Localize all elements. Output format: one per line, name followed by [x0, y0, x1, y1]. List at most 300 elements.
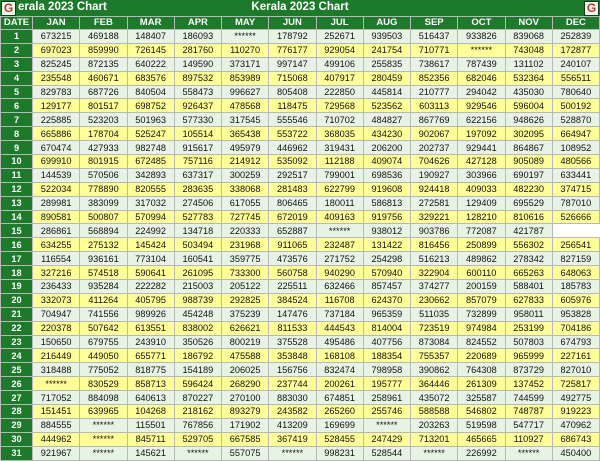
result-cell: 469188 — [80, 30, 127, 44]
result-cell: 525247 — [127, 127, 174, 141]
result-cell: ****** — [80, 446, 127, 460]
result-cell: 553722 — [269, 127, 316, 141]
result-cell: 507803 — [505, 335, 552, 349]
result-cell: 200261 — [316, 377, 363, 391]
result-cell: 492775 — [552, 391, 599, 405]
result-cell: 445814 — [363, 85, 410, 99]
result-cell: 237744 — [269, 377, 316, 391]
result-cell: 884098 — [80, 391, 127, 405]
result-cell: 270100 — [222, 391, 269, 405]
result-cell: 240107 — [552, 57, 599, 71]
result-cell: 667585 — [222, 432, 269, 446]
result-cell: 465665 — [458, 432, 505, 446]
day-cell: 13 — [1, 196, 33, 210]
result-cell: 225885 — [33, 113, 80, 127]
day-cell: 28 — [1, 405, 33, 419]
result-cell: 281483 — [269, 182, 316, 196]
result-cell: 281760 — [174, 43, 221, 57]
result-cell: 903786 — [411, 224, 458, 238]
result-cell: 840504 — [127, 85, 174, 99]
result-cell: 989926 — [127, 307, 174, 321]
result-cell: ****** — [80, 418, 127, 432]
result-cell: 218162 — [174, 405, 221, 419]
result-cell: 250899 — [458, 238, 505, 252]
result-cell: ****** — [316, 224, 363, 238]
result-cell: 232487 — [316, 238, 363, 252]
result-cell: 507642 — [80, 321, 127, 335]
result-cell: 292825 — [222, 293, 269, 307]
day-cell: 3 — [1, 57, 33, 71]
result-cell: 202737 — [411, 141, 458, 155]
result-cell: 405795 — [127, 293, 174, 307]
result-cell: 603113 — [411, 99, 458, 113]
result-cell: 134718 — [174, 224, 221, 238]
result-cell: 215003 — [174, 280, 221, 294]
result-cell: 116554 — [33, 252, 80, 266]
result-cell: 929054 — [316, 43, 363, 57]
result-cell: 672485 — [127, 155, 174, 169]
result-cell: 519598 — [458, 418, 505, 432]
result-cell: 280459 — [363, 71, 410, 85]
result-cell: 652887 — [269, 224, 316, 238]
result-cell: 235548 — [33, 71, 80, 85]
result-cell: 710702 — [316, 113, 363, 127]
result-cell: 329221 — [411, 210, 458, 224]
result-cell: 148407 — [127, 30, 174, 44]
result-cell: 407756 — [363, 335, 410, 349]
column-header-jun: JUN — [269, 17, 316, 30]
result-cell: 261095 — [174, 266, 221, 280]
result-cell: 434230 — [363, 127, 410, 141]
result-cell: 449050 — [80, 349, 127, 363]
result-cell: 873084 — [411, 335, 458, 349]
result-cell: 613551 — [127, 321, 174, 335]
result-cell: 776177 — [269, 43, 316, 57]
table-row — [1, 377, 600, 391]
result-cell: 958011 — [505, 307, 552, 321]
day-cell: 7 — [1, 113, 33, 127]
result-cell: 110270 — [222, 43, 269, 57]
result-cell: 926437 — [174, 99, 221, 113]
result-cell: 227161 — [552, 349, 599, 363]
result-cell: 454248 — [174, 307, 221, 321]
column-header-oct: OCT — [458, 17, 505, 30]
result-cell: 872135 — [80, 57, 127, 71]
result-cell: 375528 — [269, 335, 316, 349]
table-row — [1, 432, 600, 446]
day-cell: 15 — [1, 224, 33, 238]
result-cell: 480566 — [552, 155, 599, 169]
result-cell: 577330 — [174, 113, 221, 127]
result-cell: 489862 — [458, 252, 505, 266]
result-cell: 632466 — [316, 280, 363, 294]
table-row — [1, 71, 600, 85]
result-cell: 516213 — [411, 252, 458, 266]
day-cell: 30 — [1, 432, 33, 446]
result-cell: 832474 — [316, 363, 363, 377]
result-cell: 998231 — [316, 446, 363, 460]
result-cell: 197092 — [458, 127, 505, 141]
result-cell: 338068 — [222, 182, 269, 196]
result-cell: 924418 — [411, 182, 458, 196]
result-cell: 755357 — [411, 349, 458, 363]
result-cell: 852356 — [411, 71, 458, 85]
result-cell: 383099 — [80, 196, 127, 210]
result-cell: 278342 — [505, 252, 552, 266]
result-cell: 226992 — [458, 446, 505, 460]
day-cell: 6 — [1, 99, 33, 113]
table-row — [1, 280, 600, 294]
result-cell: 672019 — [269, 210, 316, 224]
result-cell: 178704 — [80, 127, 127, 141]
result-cell: 220333 — [222, 224, 269, 238]
result-cell: 342893 — [127, 168, 174, 182]
result-cell: 255746 — [363, 405, 410, 419]
result-cell: 725817 — [552, 377, 599, 391]
result-cell: 674793 — [552, 335, 599, 349]
result-cell: 255835 — [363, 57, 410, 71]
result-cell: 673215 — [33, 30, 80, 44]
table-row — [1, 238, 600, 252]
result-cell: 500807 — [80, 210, 127, 224]
result-cell: 919608 — [363, 182, 410, 196]
day-cell: 9 — [1, 141, 33, 155]
result-cell: ****** — [363, 418, 410, 432]
result-cell: 873729 — [505, 363, 552, 377]
result-cell: 160541 — [174, 252, 221, 266]
result-cell: 206025 — [222, 363, 269, 377]
day-cell: 31 — [1, 446, 33, 460]
result-cell: 470962 — [552, 418, 599, 432]
result-cell: 151451 — [33, 405, 80, 419]
table-row — [1, 210, 600, 224]
result-cell: 188354 — [363, 349, 410, 363]
result-cell: 824552 — [458, 335, 505, 349]
result-cell: 715068 — [269, 71, 316, 85]
result-cell: 737184 — [316, 307, 363, 321]
result-cell: 560758 — [269, 266, 316, 280]
result-cell: 867769 — [411, 113, 458, 127]
result-cell: 236433 — [33, 280, 80, 294]
result-cell: ****** — [80, 432, 127, 446]
result-cell: 268290 — [222, 377, 269, 391]
result-cell: 528870 — [552, 113, 599, 127]
result-cell: 547717 — [505, 418, 552, 432]
result-cell: 859990 — [80, 43, 127, 57]
table-row — [1, 224, 600, 238]
result-cell: 475588 — [222, 349, 269, 363]
column-header-jan: JAN — [33, 17, 80, 30]
result-cell: 527783 — [174, 210, 221, 224]
result-cell: 150650 — [33, 335, 80, 349]
result-cell: 421787 — [505, 224, 552, 238]
result-cell: 713201 — [411, 432, 458, 446]
result-cell: 241754 — [363, 43, 410, 57]
result-cell: 570940 — [363, 266, 410, 280]
result-cell: 368035 — [316, 127, 363, 141]
day-cell: 4 — [1, 71, 33, 85]
result-cell: 953828 — [552, 307, 599, 321]
table-row — [1, 349, 600, 363]
result-cell: 698536 — [363, 168, 410, 182]
result-cell: 317032 — [127, 196, 174, 210]
result-cell: 556511 — [552, 71, 599, 85]
result-cell: 710771 — [411, 43, 458, 57]
logo-icon-right: G — [584, 1, 599, 16]
result-cell: 186792 — [174, 349, 221, 363]
day-cell: 16 — [1, 238, 33, 252]
result-cell: 733300 — [222, 266, 269, 280]
result-cell: 110927 — [505, 432, 552, 446]
result-cell: 690197 — [505, 168, 552, 182]
result-cell: 902067 — [411, 127, 458, 141]
result-cell: 974984 — [458, 321, 505, 335]
column-header-aug: AUG — [363, 17, 410, 30]
result-cell: 648063 — [552, 266, 599, 280]
result-cell: 939503 — [363, 30, 410, 44]
result-cell: 679755 — [80, 335, 127, 349]
result-cell: 495979 — [222, 141, 269, 155]
table-row — [1, 43, 600, 57]
result-cell: 699910 — [33, 155, 80, 169]
result-cell: 501963 — [127, 113, 174, 127]
result-cell: 800219 — [222, 335, 269, 349]
results-table — [0, 16, 600, 461]
result-cell: 200159 — [458, 280, 505, 294]
result-cell: 409033 — [458, 182, 505, 196]
result-cell: ****** — [505, 446, 552, 460]
result-cell: 726145 — [127, 43, 174, 57]
result-cell: 195777 — [363, 377, 410, 391]
result-cell: 482230 — [505, 182, 552, 196]
result-cell: 767856 — [174, 418, 221, 432]
table-row — [1, 391, 600, 405]
result-cell: 570506 — [80, 168, 127, 182]
table-row — [1, 335, 600, 349]
result-cell: 687726 — [80, 85, 127, 99]
result-cell: 639965 — [80, 405, 127, 419]
result-cell: 704626 — [411, 155, 458, 169]
day-cell: 12 — [1, 182, 33, 196]
column-header-date: DATE — [1, 17, 33, 30]
result-cell: 825245 — [33, 57, 80, 71]
page-title: Kerala 2023 Chart — [251, 1, 349, 13]
result-cell: 723519 — [411, 321, 458, 335]
result-cell: 274506 — [174, 196, 221, 210]
result-cell: ****** — [33, 377, 80, 391]
result-cell: 820555 — [127, 182, 174, 196]
result-cell: 444962 — [33, 432, 80, 446]
result-cell: 695529 — [505, 196, 552, 210]
result-cell: 450400 — [552, 446, 599, 460]
result-cell: 698752 — [127, 99, 174, 113]
result-cell: 829783 — [33, 85, 80, 99]
result-cell: 884555 — [33, 418, 80, 432]
result-cell: 413209 — [269, 418, 316, 432]
result-cell: 627833 — [505, 293, 552, 307]
result-cell: 156756 — [269, 363, 316, 377]
table-row — [1, 363, 600, 377]
result-cell: 169699 — [316, 418, 363, 432]
result-cell: 633441 — [552, 168, 599, 182]
result-cell: 814004 — [363, 321, 410, 335]
result-cell: 364446 — [411, 377, 458, 391]
logo-icon-left: G — [1, 1, 16, 16]
result-cell: 929441 — [458, 141, 505, 155]
result-cell: 435072 — [411, 391, 458, 405]
result-cell: 857457 — [363, 280, 410, 294]
result-cell: 128210 — [458, 210, 505, 224]
result-cell: 686743 — [552, 432, 599, 446]
result-cell: 407917 — [316, 71, 363, 85]
result-cell: 982748 — [127, 141, 174, 155]
result-cell: 933826 — [458, 30, 505, 44]
result-cell: 838002 — [174, 321, 221, 335]
day-cell: 14 — [1, 210, 33, 224]
result-cell: 231968 — [222, 238, 269, 252]
result-cell: 921967 — [33, 446, 80, 460]
result-cell: 523203 — [80, 113, 127, 127]
result-cell: 801517 — [80, 99, 127, 113]
result-cell: 857079 — [458, 293, 505, 307]
result-cell: 444543 — [316, 321, 363, 335]
result-cell: 522034 — [33, 182, 80, 196]
result-cell: 247429 — [363, 432, 410, 446]
day-cell: 8 — [1, 127, 33, 141]
day-cell: 24 — [1, 349, 33, 363]
result-cell: 252839 — [552, 30, 599, 44]
result-cell: 893279 — [222, 405, 269, 419]
result-cell: 149590 — [174, 57, 221, 71]
day-cell: 23 — [1, 335, 33, 349]
table-row — [1, 99, 600, 113]
result-cell: 104268 — [127, 405, 174, 419]
result-cell: 948626 — [505, 113, 552, 127]
result-cell: 574518 — [80, 266, 127, 280]
day-cell: 18 — [1, 266, 33, 280]
result-cell: 484827 — [363, 113, 410, 127]
result-cell: 586813 — [363, 196, 410, 210]
result-cell: 780640 — [552, 85, 599, 99]
result-cell: 137452 — [505, 377, 552, 391]
day-cell: 29 — [1, 418, 33, 432]
result-cell: 830529 — [80, 377, 127, 391]
result-cell: 289981 — [33, 196, 80, 210]
result-cell: ****** — [269, 446, 316, 460]
result-cell: 286861 — [33, 224, 80, 238]
title-left-text: erala 2023 Chart — [18, 1, 107, 13]
result-cell: 839068 — [505, 30, 552, 44]
day-cell: 10 — [1, 155, 33, 169]
result-cell: 350526 — [174, 335, 221, 349]
result-cell: 858713 — [127, 377, 174, 391]
day-cell: 21 — [1, 307, 33, 321]
result-cell: 129409 — [458, 196, 505, 210]
result-cell: 624370 — [363, 293, 410, 307]
result-cell: 253199 — [505, 321, 552, 335]
day-cell: 20 — [1, 293, 33, 307]
result-cell: 640222 — [127, 57, 174, 71]
result-cell: 327216 — [33, 266, 80, 280]
table-row — [1, 418, 600, 432]
result-cell: 283635 — [174, 182, 221, 196]
result-cell: 528455 — [316, 432, 363, 446]
result-cell: 787010 — [552, 196, 599, 210]
result-cell: 890581 — [33, 210, 80, 224]
result-cell: 411264 — [80, 293, 127, 307]
result-cell: 757116 — [174, 155, 221, 169]
column-header-dec: DEC — [552, 17, 599, 30]
result-cell: 883030 — [269, 391, 316, 405]
table-row — [1, 57, 600, 71]
result-cell: 427128 — [458, 155, 505, 169]
table-row — [1, 321, 600, 335]
result-cell: 220378 — [33, 321, 80, 335]
table-row — [1, 85, 600, 99]
table-row — [1, 446, 600, 460]
result-cell: 697023 — [33, 43, 80, 57]
result-cell: 131102 — [505, 57, 552, 71]
result-cell: 168108 — [316, 349, 363, 363]
result-cell: 214912 — [222, 155, 269, 169]
result-cell: 129177 — [33, 99, 80, 113]
result-cell: 529705 — [174, 432, 221, 446]
result-cell: 300259 — [222, 168, 269, 182]
result-cell: 261309 — [458, 377, 505, 391]
result-cell: 374277 — [411, 280, 458, 294]
result-cell: 729568 — [316, 99, 363, 113]
result-cell: 105514 — [174, 127, 221, 141]
result-cell: 806465 — [269, 196, 316, 210]
table-row — [1, 293, 600, 307]
result-cell: 546802 — [458, 405, 505, 419]
result-cell: 704947 — [33, 307, 80, 321]
result-cell: 303966 — [458, 168, 505, 182]
result-cell: 897532 — [174, 71, 221, 85]
result-cell: 919223 — [552, 405, 599, 419]
column-header-may: MAY — [222, 17, 269, 30]
day-cell: 25 — [1, 363, 33, 377]
result-cell: 116708 — [316, 293, 363, 307]
header-row — [1, 17, 600, 30]
result-cell: 596424 — [174, 377, 221, 391]
result-cell: 557075 — [222, 446, 269, 460]
title-bar — [0, 0, 600, 16]
result-cell: 272581 — [411, 196, 458, 210]
day-cell: 5 — [1, 85, 33, 99]
result-cell: 495486 — [316, 335, 363, 349]
result-cell: 772087 — [458, 224, 505, 238]
result-cell: 622156 — [458, 113, 505, 127]
result-cell: 225511 — [269, 280, 316, 294]
result-cell: 384524 — [269, 293, 316, 307]
result-cell: 325587 — [458, 391, 505, 405]
result-cell: 738617 — [411, 57, 458, 71]
result-cell: 224992 — [127, 224, 174, 238]
result-cell: 243582 — [269, 405, 316, 419]
result-cell: 664947 — [552, 127, 599, 141]
result-cell: 864867 — [505, 141, 552, 155]
result-cell: 556302 — [505, 238, 552, 252]
result-cell: 499106 — [316, 57, 363, 71]
result-cell: ****** — [458, 43, 505, 57]
result-cell: 558473 — [174, 85, 221, 99]
result-cell: ****** — [411, 446, 458, 460]
result-cell: 637317 — [174, 168, 221, 182]
result-cell: 112188 — [316, 155, 363, 169]
result-cell: 827159 — [552, 252, 599, 266]
result-cell: 535092 — [269, 155, 316, 169]
